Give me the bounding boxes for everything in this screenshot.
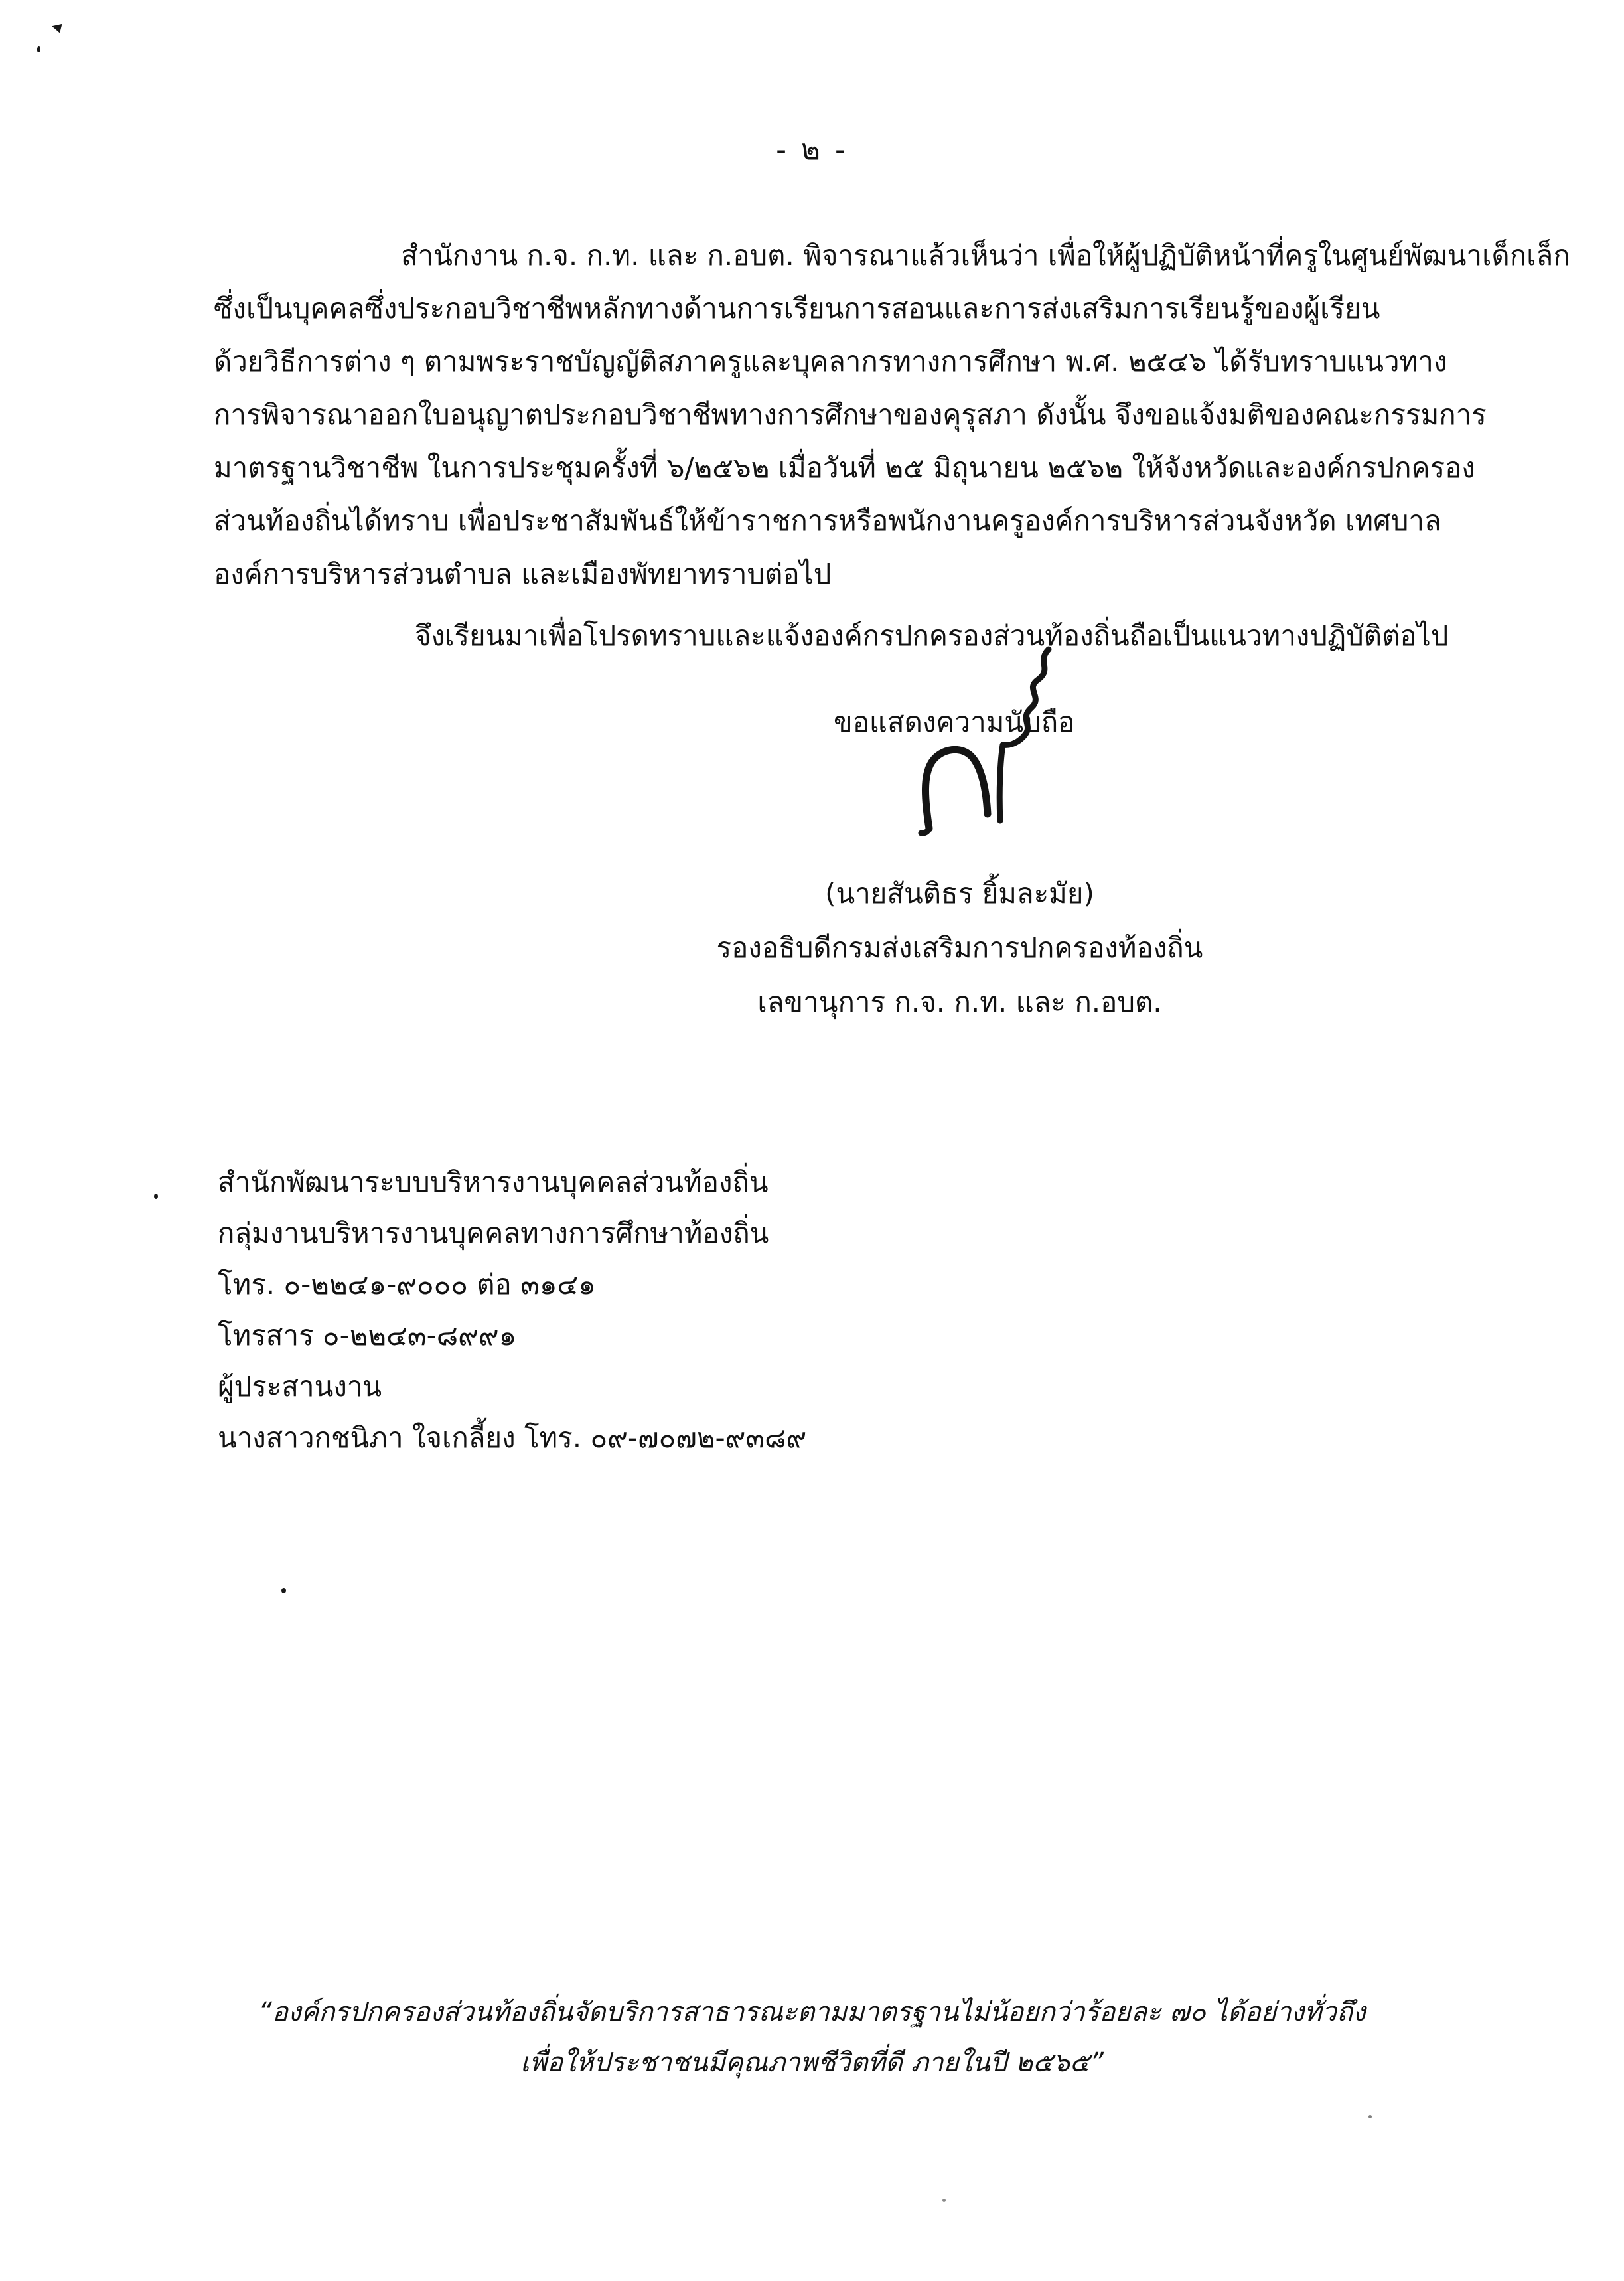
closing-phrase: ขอแสดงความนับถือ (834, 706, 1075, 738)
signer-title: รองอธิบดีกรมส่งเสริมการปกครองท้องถิ่น (716, 931, 1203, 964)
body-line: ส่วนท้องถิ่นได้ทราบ เพื่อประชาสัมพันธ์ให้ข้าราชการหรือพนักงานครูองค์การบริหารส่วนจังหวัด เทศบาล (214, 505, 1441, 537)
body-paragraph-1 (214, 229, 1570, 601)
signer-name: (นายสันติธร ยิ้มละมัย) (825, 877, 1094, 909)
contact-division: กลุ่มงานบริหารงานบุคคลทางการศึกษาท้องถิ่น (218, 1217, 769, 1249)
scan-artifact-speck (281, 1588, 286, 1593)
page-number: - ๒ - (776, 133, 848, 167)
scan-artifact-speck (1368, 2115, 1372, 2118)
footer-quote (0, 1987, 1624, 2088)
signer-role: เลขานุการ ก.จ. ก.ท. และ ก.อบต. (757, 986, 1162, 1018)
signer-block (690, 866, 1229, 1030)
contact-block (218, 1156, 806, 1463)
footer-quote-line: เพื่อให้ประชาชนมีคุณภาพชีวิตที่ดี ภายในปี ๒๕๖๕” (520, 2047, 1104, 2078)
body-paragraph-2: จึงเรียนมาเพื่อโปรดทราบและแจ้งองค์กรปกครองส่วนท้องถิ่นถือเป็นแนวทางปฏิบัติต่อไป (415, 619, 1449, 652)
body-line: สำนักงาน ก.จ. ก.ท. และ ก.อบต. พิจารณาแล้วเห็นว่า เพื่อให้ผู้ปฏิบัติหน้าที่ครูในศูนย์พัฒนาเด็กเล็ก (401, 239, 1570, 272)
contact-fax: โทรสาร ๐-๒๒๔๓-๘๙๙๑ (218, 1319, 517, 1352)
scan-artifact-speck (37, 46, 40, 52)
scan-artifact-speck (942, 2199, 946, 2202)
contact-coordinator-label: ผู้ประสานงาน (218, 1370, 382, 1403)
contact-office: สำนักพัฒนาระบบบริหารงานบุคคลส่วนท้องถิ่น (218, 1166, 769, 1198)
scan-artifact-speck (154, 1194, 158, 1199)
body-line: การพิจารณาออกใบอนุญาตประกอบวิชาชีพทางการศึกษาของคุรุสภา ดังนั้น จึงขอแจ้งมติของคณะกรรมการ (214, 398, 1487, 431)
contact-phone: โทร. ๐-๒๒๔๑-๙๐๐๐ ต่อ ๓๑๔๑ (218, 1268, 596, 1300)
signature (901, 645, 1061, 844)
body-line: ซึ่งเป็นบุคคลซึ่งประกอบวิชาชีพหลักทางด้านการเรียนการสอนและการส่งเสริมการเรียนรู้ของผู้เรียน (214, 292, 1380, 325)
body-line: ด้วยวิธีการต่าง ๆ ตามพระราชบัญญัติสภาครูและบุคลากรทางการศึกษา พ.ศ. ๒๕๔๖ ได้รับทราบแนวทาง (214, 345, 1447, 378)
body-line: มาตรฐานวิชาชีพ ในการประชุมครั้งที่ ๖/๒๕๖๒ เมื่อวันที่ ๒๕ มิถุนายน ๒๕๖๒ ให้จังหวัดและองค์กรปกครอง (214, 451, 1475, 484)
contact-coordinator: นางสาวกชนิภา ใจเกลี้ยง โทร. ๐๙-๗๐๗๒-๙๓๘๙ (218, 1421, 807, 1454)
body-line: องค์การบริหารส่วนตำบล และเมืองพัทยาทราบต่อไป (214, 558, 832, 590)
scan-artifact-arrow-icon (51, 22, 62, 33)
footer-quote-line: “องค์กรปกครองส่วนท้องถิ่นจัดบริการสาธารณะตามมาตรฐานไม่น้อยกว่าร้อยละ ๗๐ ได้อย่างทั่วถึง (258, 1997, 1366, 2027)
